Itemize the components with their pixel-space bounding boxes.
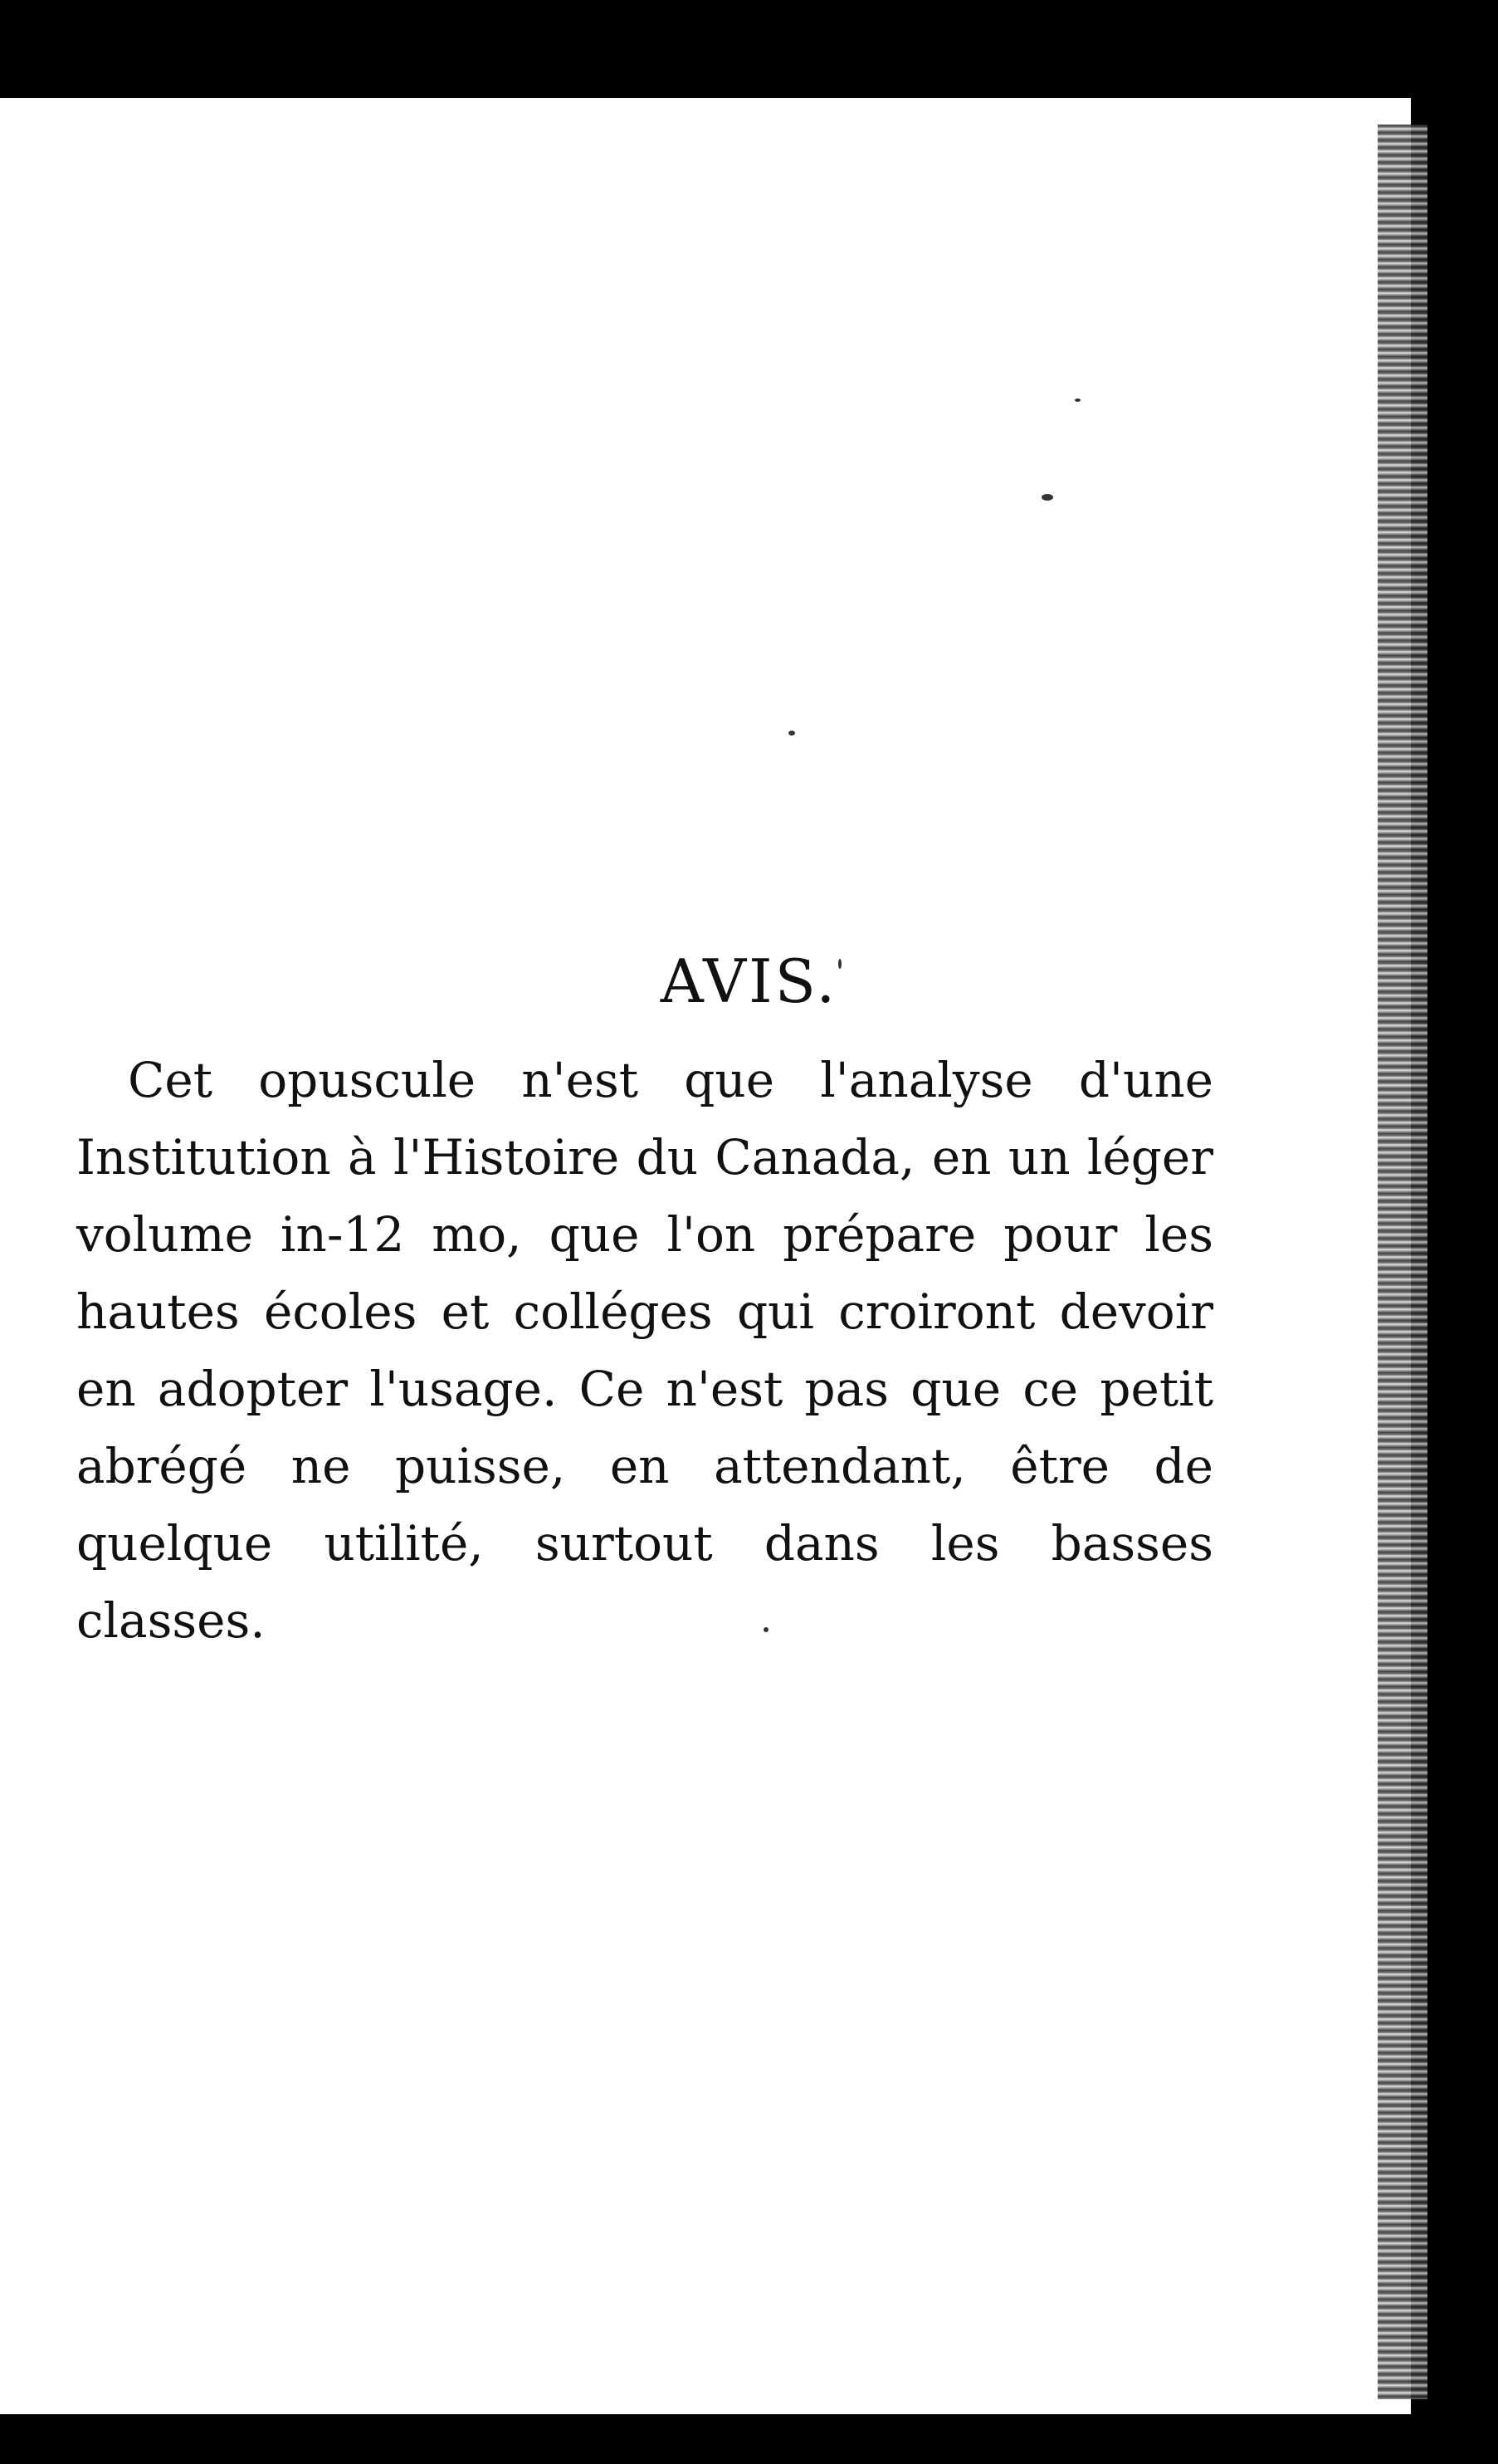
ink-speck — [1075, 398, 1081, 402]
ink-speck — [788, 731, 795, 736]
page-title: AVIS. — [660, 946, 838, 1016]
ink-speck — [1042, 494, 1053, 501]
notice-paragraph: Cet opuscule n'est que l'analyse d'une Institution à l'Histoire du Canada, en un léger volume in-12 mo, que l'on prépare pour les hautes écoles et colléges qui croiront devoir en adopter l'usage. Ce n'est pas que ce petit abrégé ne puisse, en attendant, être de quelque utilité, surtout dans les basses classes. — [76, 1052, 1213, 1649]
book-spine-edge — [1378, 125, 1427, 2399]
